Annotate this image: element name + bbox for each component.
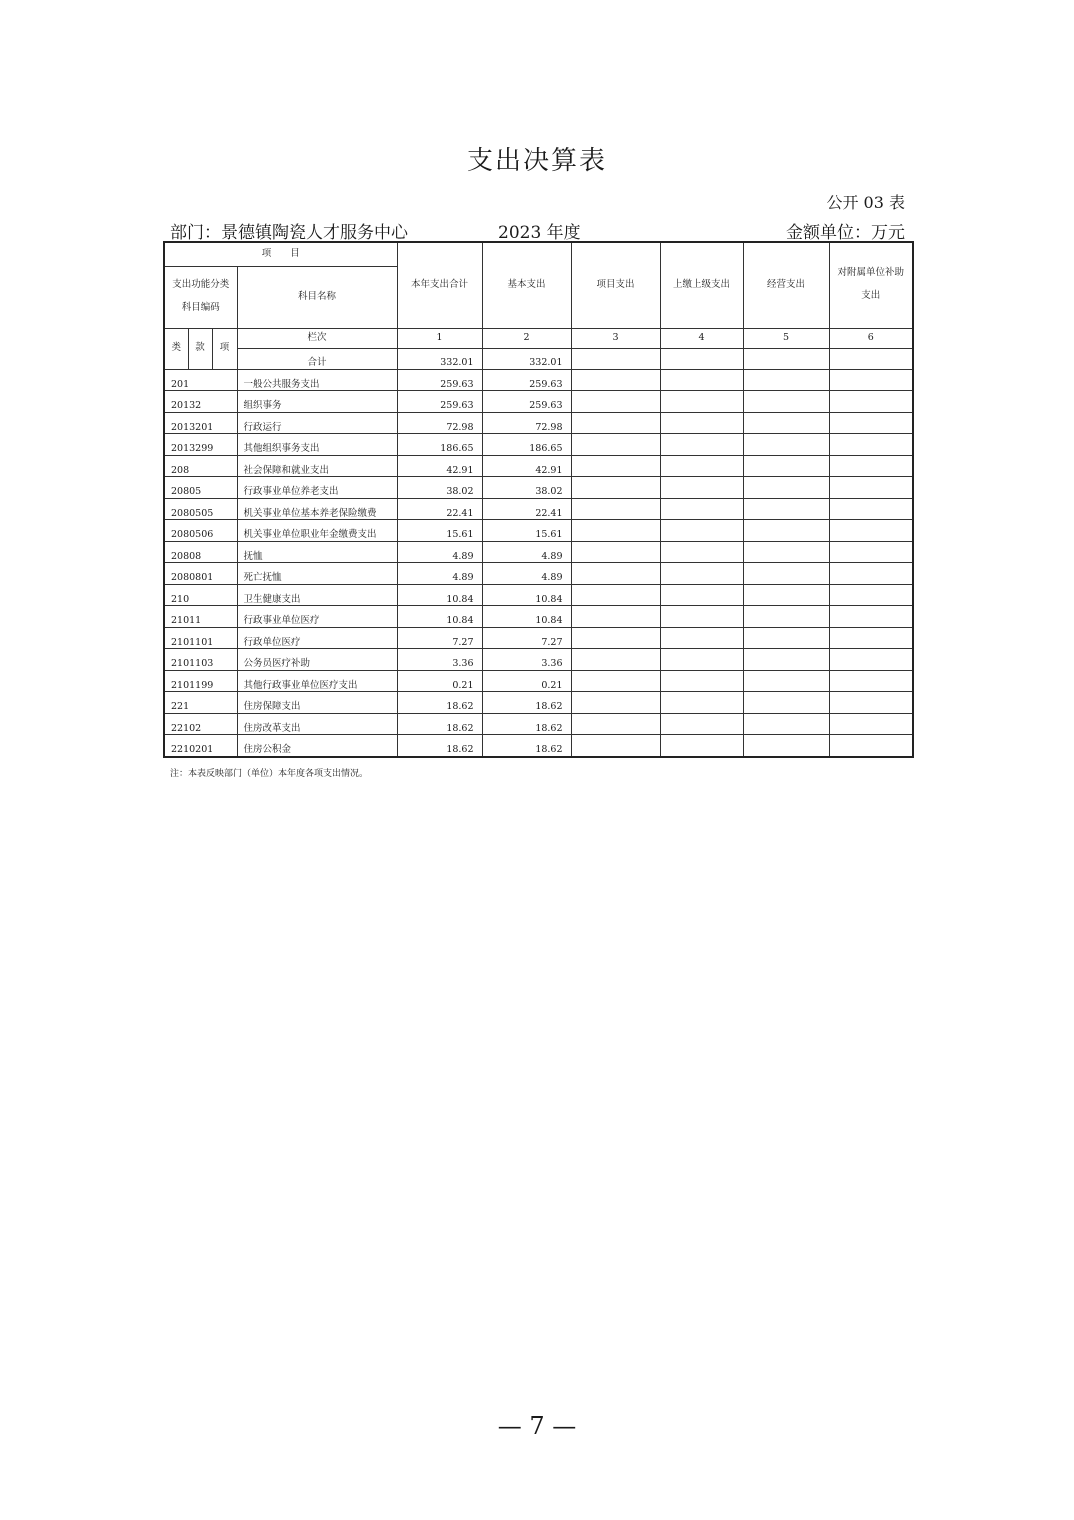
row-total: 186.65 (397, 434, 482, 456)
row-remit (660, 520, 743, 542)
row-basic: 3.36 (482, 649, 571, 671)
row-remit (660, 584, 743, 606)
row-subsidy (829, 735, 913, 757)
total-label: 合计 (237, 348, 397, 369)
col-number: 2 (482, 328, 571, 348)
row-project (571, 649, 660, 671)
row-project (571, 713, 660, 735)
col-number: 6 (829, 328, 913, 348)
row-subsidy (829, 584, 913, 606)
row-subject-name: 卫生健康支出 (237, 584, 397, 606)
row-basic: 7.27 (482, 627, 571, 649)
row-total: 4.89 (397, 541, 482, 563)
row-code: 21011 (164, 606, 237, 628)
row-operation (743, 434, 829, 456)
row-code: 2080801 (164, 563, 237, 585)
row-remit (660, 541, 743, 563)
row-subject-name: 社会保障和就业支出 (237, 455, 397, 477)
row-code: 20808 (164, 541, 237, 563)
row-subsidy (829, 412, 913, 434)
row-subject-name: 住房改革支出 (237, 713, 397, 735)
row-basic: 186.65 (482, 434, 571, 456)
row-remit (660, 735, 743, 757)
row-operation (743, 649, 829, 671)
row-remit (660, 369, 743, 391)
row-code: 2101101 (164, 627, 237, 649)
row-subsidy (829, 627, 913, 649)
row-total: 22.41 (397, 498, 482, 520)
col-number: 5 (743, 328, 829, 348)
row-basic: 259.63 (482, 391, 571, 413)
row-total: 4.89 (397, 563, 482, 585)
row-project (571, 735, 660, 757)
department-label: 部门：景德镇陶瓷人才服务中心 (170, 223, 408, 243)
row-subject-name: 行政事业单位养老支出 (237, 477, 397, 499)
row-total: 10.84 (397, 606, 482, 628)
table-row (164, 412, 913, 434)
row-code: 208 (164, 455, 237, 477)
row-remit (660, 627, 743, 649)
row-operation (743, 584, 829, 606)
row-subject-name: 其他行政事业单位医疗支出 (237, 670, 397, 692)
lei-header: 类 (164, 328, 188, 369)
row-project (571, 670, 660, 692)
col-number: 1 (397, 328, 482, 348)
row-basic: 18.62 (482, 692, 571, 714)
table-row (164, 670, 913, 692)
table-row (164, 455, 913, 477)
row-project (571, 498, 660, 520)
total-amount: 332.01 (397, 348, 482, 369)
row-basic: 4.89 (482, 563, 571, 585)
row-subject-name: 机关事业单位职业年金缴费支出 (237, 520, 397, 542)
row-total: 7.27 (397, 627, 482, 649)
expenditure-table (163, 241, 914, 758)
row-subsidy (829, 369, 913, 391)
row-operation (743, 563, 829, 585)
row-basic: 42.91 (482, 455, 571, 477)
row-total: 18.62 (397, 713, 482, 735)
row-basic: 22.41 (482, 498, 571, 520)
row-basic: 38.02 (482, 477, 571, 499)
row-operation (743, 735, 829, 757)
col-header-remit: 上缴上级支出 (660, 242, 743, 328)
row-subsidy (829, 692, 913, 714)
col-header-basic: 基本支出 (482, 242, 571, 328)
row-project (571, 541, 660, 563)
row-operation (743, 520, 829, 542)
table-row (164, 520, 913, 542)
item-header: 项 目 (164, 242, 397, 266)
row-total: 15.61 (397, 520, 482, 542)
row-basic: 4.89 (482, 541, 571, 563)
page-title: 支出决算表 (466, 146, 607, 176)
row-subject-name: 行政单位医疗 (237, 627, 397, 649)
row-subject-name: 死亡抚恤 (237, 563, 397, 585)
row-operation (743, 498, 829, 520)
row-operation (743, 627, 829, 649)
func-code-header: 支出功能分类科目编码 (164, 266, 237, 328)
table-row (164, 606, 913, 628)
row-code: 2013201 (164, 412, 237, 434)
row-total: 259.63 (397, 369, 482, 391)
row-subsidy (829, 541, 913, 563)
row-code: 2210201 (164, 735, 237, 757)
row-operation (743, 412, 829, 434)
row-project (571, 606, 660, 628)
table-row (164, 735, 913, 757)
row-total: 259.63 (397, 391, 482, 413)
row-project (571, 584, 660, 606)
row-remit (660, 412, 743, 434)
row-total: 18.62 (397, 735, 482, 757)
row-subsidy (829, 434, 913, 456)
table-row (164, 584, 913, 606)
row-basic: 0.21 (482, 670, 571, 692)
table-row (164, 692, 913, 714)
col-number: 3 (571, 328, 660, 348)
row-remit (660, 455, 743, 477)
row-subsidy (829, 649, 913, 671)
table-row (164, 627, 913, 649)
row-operation (743, 541, 829, 563)
row-code: 221 (164, 692, 237, 714)
row-operation (743, 713, 829, 735)
row-subject-name: 住房保障支出 (237, 692, 397, 714)
page-number: — 7 — (497, 1412, 577, 1440)
row-subject-name: 行政事业单位医疗 (237, 606, 397, 628)
row-project (571, 627, 660, 649)
row-code: 20132 (164, 391, 237, 413)
col-number: 4 (660, 328, 743, 348)
row-operation (743, 455, 829, 477)
col-header-project: 项目支出 (571, 242, 660, 328)
row-operation (743, 670, 829, 692)
row-basic: 259.63 (482, 369, 571, 391)
fiscal-year: 2023 年度 (498, 223, 581, 243)
row-subsidy (829, 713, 913, 735)
table-row (164, 369, 913, 391)
row-remit (660, 692, 743, 714)
col-header-subsidy: 对附属单位补助支出 (829, 242, 913, 328)
table-body (164, 369, 913, 757)
row-subject-name: 一般公共服务支出 (237, 369, 397, 391)
row-remit (660, 649, 743, 671)
row-remit (660, 563, 743, 585)
row-subsidy (829, 477, 913, 499)
row-subject-name: 组织事务 (237, 391, 397, 413)
row-code: 2080505 (164, 498, 237, 520)
row-operation (743, 391, 829, 413)
row-remit (660, 606, 743, 628)
table-row (164, 498, 913, 520)
total-basic: 332.01 (482, 348, 571, 369)
row-subsidy (829, 391, 913, 413)
row-remit (660, 477, 743, 499)
amount-unit: 金额单位：万元 (786, 223, 905, 243)
row-total: 38.02 (397, 477, 482, 499)
table-row (164, 563, 913, 585)
row-total: 3.36 (397, 649, 482, 671)
row-basic: 72.98 (482, 412, 571, 434)
table-row (164, 391, 913, 413)
row-subject-name: 其他组织事务支出 (237, 434, 397, 456)
col-header-operation: 经营支出 (743, 242, 829, 328)
row-basic: 10.84 (482, 606, 571, 628)
row-project (571, 391, 660, 413)
table-row (164, 649, 913, 671)
form-number: 公开 03 表 (826, 193, 905, 212)
row-code: 2013299 (164, 434, 237, 456)
row-code: 210 (164, 584, 237, 606)
row-subject-name: 机关事业单位基本养老保险缴费 (237, 498, 397, 520)
row-project (571, 412, 660, 434)
row-subject-name: 抚恤 (237, 541, 397, 563)
row-total: 18.62 (397, 692, 482, 714)
row-remit (660, 391, 743, 413)
row-project (571, 692, 660, 714)
row-code: 22102 (164, 713, 237, 735)
row-subsidy (829, 498, 913, 520)
row-subject-name: 公务员医疗补助 (237, 649, 397, 671)
row-subsidy (829, 563, 913, 585)
table-row (164, 434, 913, 456)
row-remit (660, 498, 743, 520)
row-code: 2101103 (164, 649, 237, 671)
row-project (571, 434, 660, 456)
row-remit (660, 434, 743, 456)
row-subsidy (829, 670, 913, 692)
row-code: 2080506 (164, 520, 237, 542)
table-note: 注：本表反映部门（单位）本年度各项支出情况。 (170, 769, 369, 779)
row-operation (743, 692, 829, 714)
row-total: 0.21 (397, 670, 482, 692)
row-project (571, 455, 660, 477)
row-project (571, 369, 660, 391)
row-code: 201 (164, 369, 237, 391)
row-subject-name: 住房公积金 (237, 735, 397, 757)
row-project (571, 477, 660, 499)
row-basic: 18.62 (482, 713, 571, 735)
row-subsidy (829, 606, 913, 628)
row-operation (743, 606, 829, 628)
row-operation (743, 477, 829, 499)
row-subsidy (829, 520, 913, 542)
row-project (571, 563, 660, 585)
row-basic: 18.62 (482, 735, 571, 757)
row-basic: 15.61 (482, 520, 571, 542)
row-code: 20805 (164, 477, 237, 499)
row-total: 42.91 (397, 455, 482, 477)
row-code: 2101199 (164, 670, 237, 692)
xiang-header: 项 (212, 328, 237, 369)
kuan-header: 款 (188, 328, 212, 369)
row-remit (660, 713, 743, 735)
row-basic: 10.84 (482, 584, 571, 606)
table-row (164, 477, 913, 499)
row-subsidy (829, 455, 913, 477)
row-total: 72.98 (397, 412, 482, 434)
row-operation (743, 369, 829, 391)
lanci-label: 栏次 (237, 328, 397, 348)
col-header-total: 本年支出合计 (397, 242, 482, 328)
row-project (571, 520, 660, 542)
row-subject-name: 行政运行 (237, 412, 397, 434)
subject-name-header: 科目名称 (237, 266, 397, 328)
row-total: 10.84 (397, 584, 482, 606)
row-remit (660, 670, 743, 692)
table-row (164, 541, 913, 563)
table-row (164, 713, 913, 735)
